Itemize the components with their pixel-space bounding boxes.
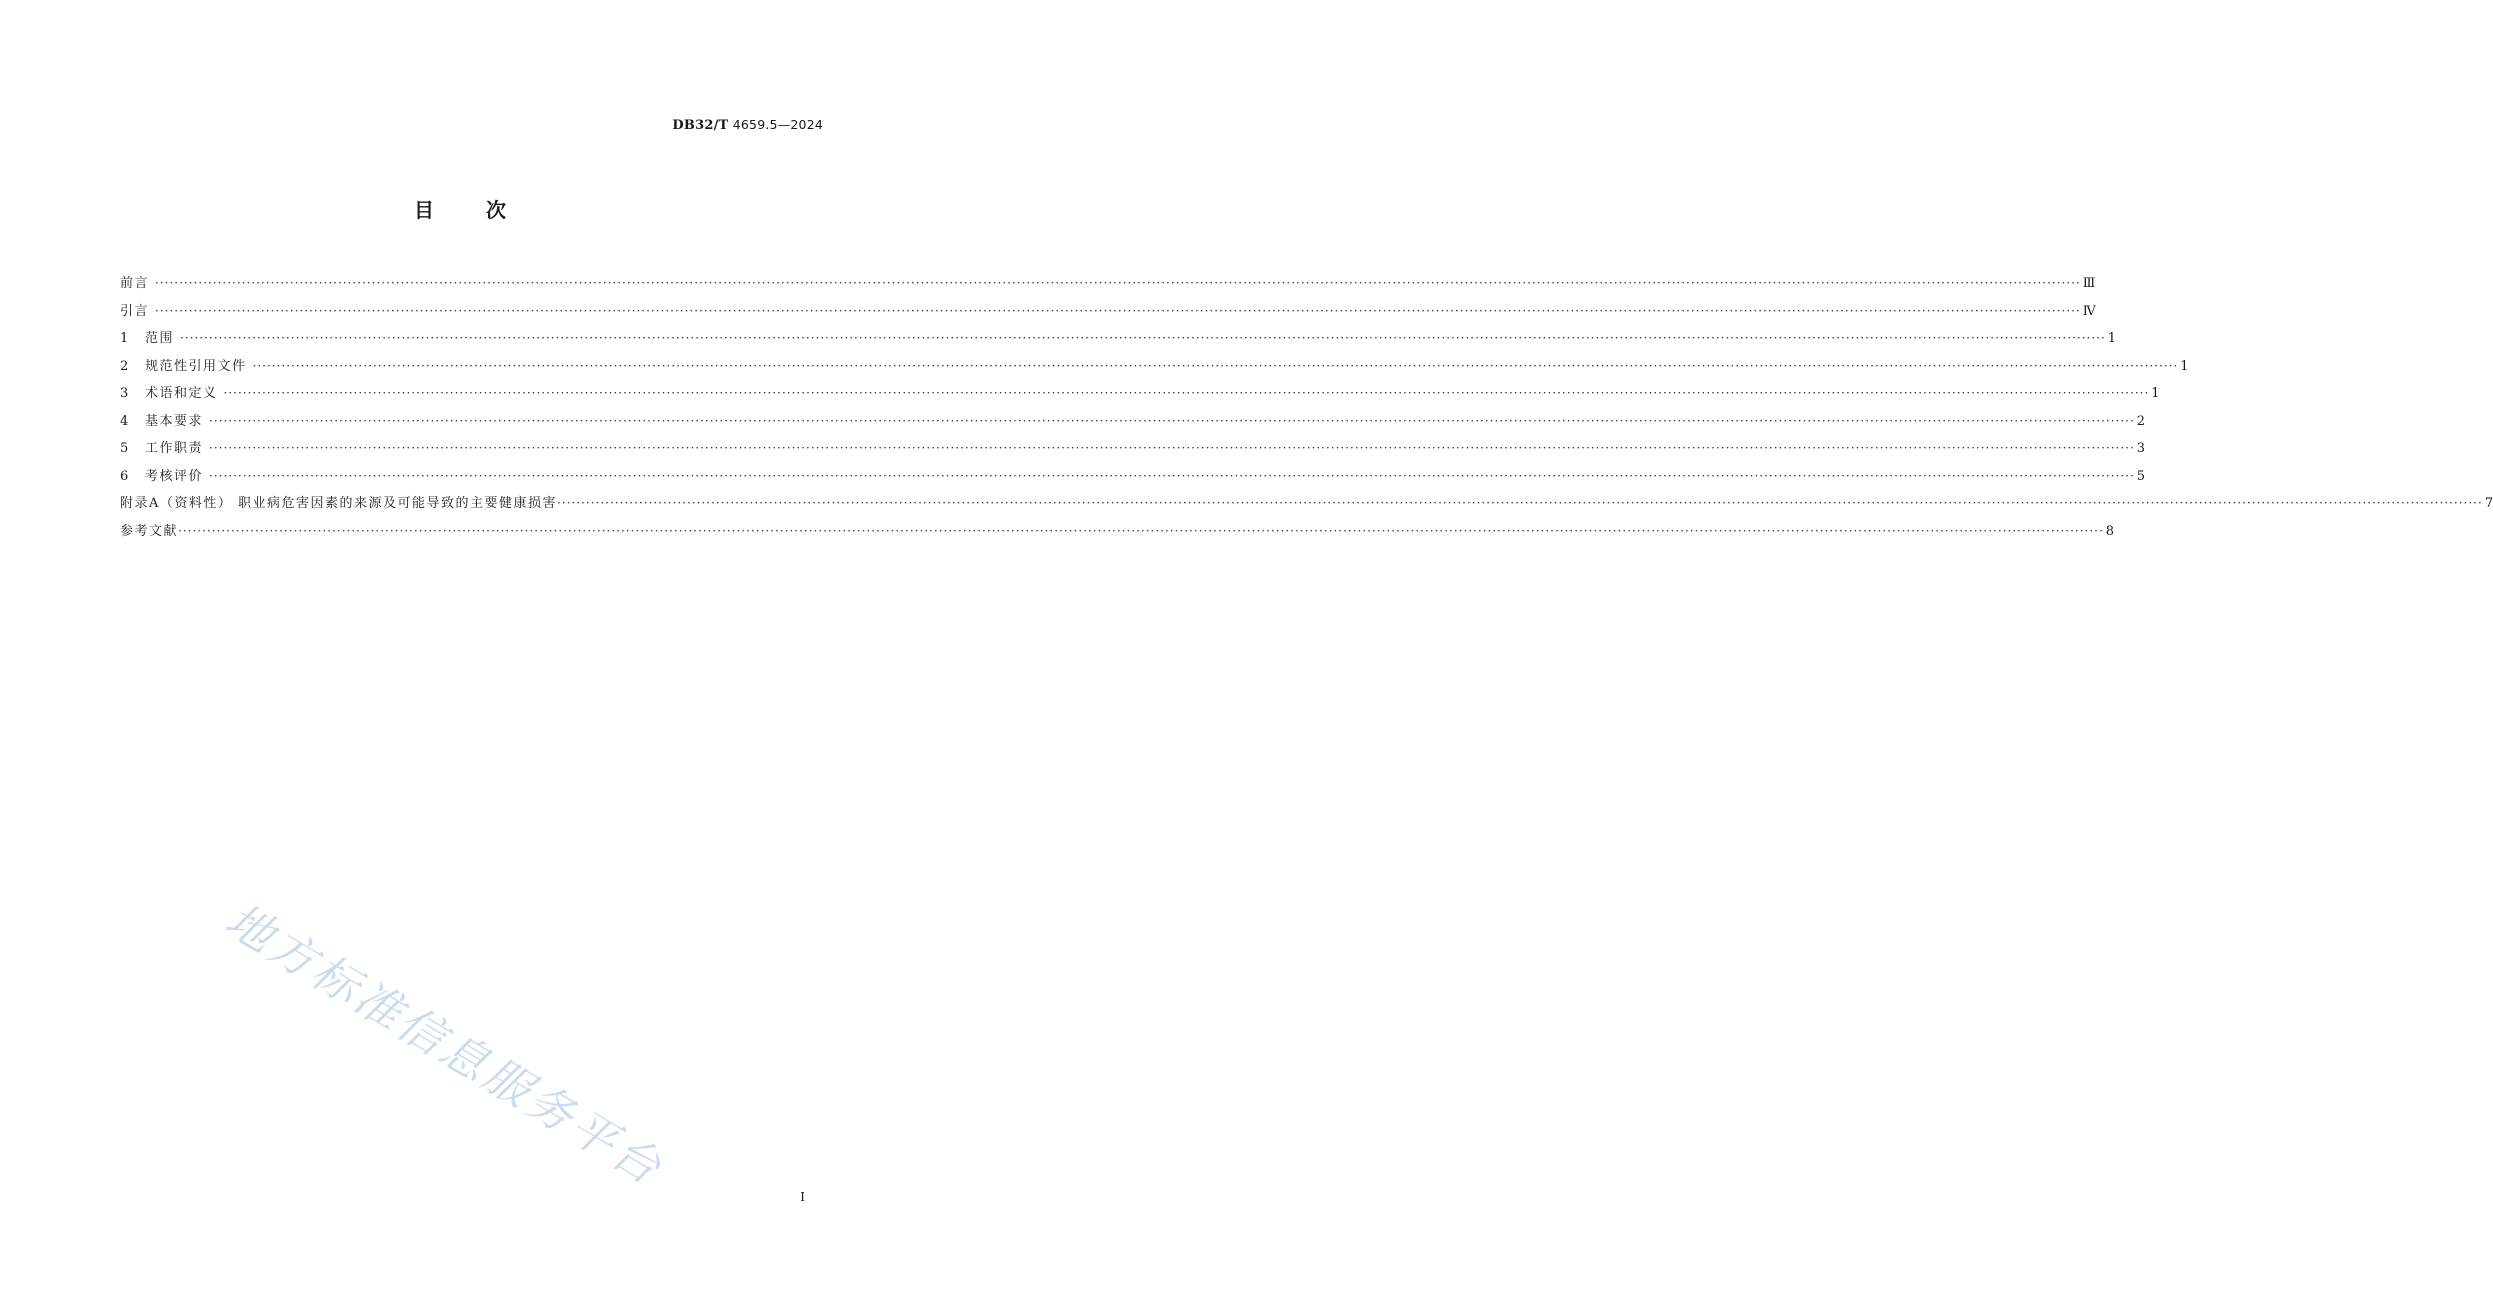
toc-leader-dots: ················································································································································································································································································································································································································ <box>209 413 2135 428</box>
toc-entry-label: 5 工作职责 <box>120 441 204 456</box>
toc-entry-page: 5 <box>2136 468 2146 484</box>
toc-leader-dots: ················································································································································································································································································································································································································ <box>155 303 2081 318</box>
toc-leader-dots: ················································································································································································································································································································································································································ <box>223 386 2150 400</box>
toc-entry-page: 1 <box>2107 331 2117 346</box>
toc-entry-label: 引言 <box>120 303 150 319</box>
toc-entry-introduction[interactable] <box>120 300 2096 328</box>
toc-entry-page: 7 <box>2484 496 2493 511</box>
toc-entry-label: 附录A（资料性） 职业病危害因素的来源及可能导致的主要健康损害 <box>120 496 558 511</box>
toc-leader-dots: ················································································································································································································································································································································································································ <box>209 441 2135 455</box>
watermark-text: 地方标准信息服务平台 <box>216 892 673 1197</box>
toc-leader-dots: ················································································································································································································································································································································································································ <box>209 468 2135 483</box>
toc-leader-dots: ················································································································································································································································································································································································································ <box>557 496 2483 510</box>
toc-title: 目次 <box>414 198 558 222</box>
toc-entry-page: Ⅳ <box>2082 303 2096 319</box>
document-code-number: 4659.5—2024 <box>732 117 823 132</box>
page-number: I <box>800 1190 805 1204</box>
toc-entry-bibliography[interactable] <box>120 520 2115 548</box>
toc-leader-dots: ················································································································································································································································································································································································································ <box>178 523 2104 538</box>
toc-entry-page: 3 <box>2136 441 2146 456</box>
toc-entry-terms-definitions[interactable] <box>120 382 2160 410</box>
toc-entry-label: 2 规范性引用文件 <box>120 358 247 374</box>
toc-entry-label: 3 术语和定义 <box>120 386 218 401</box>
toc-entry-label: 参考文献 <box>120 523 179 539</box>
toc-entry-basic-requirements[interactable] <box>120 410 2146 438</box>
toc-entry-page: Ⅲ <box>2082 276 2096 291</box>
toc-entry-scope[interactable] <box>120 327 2117 355</box>
toc-leader-dots: ················································································································································································································································································································································································································ <box>155 276 2081 290</box>
toc-entry-page: 1 <box>2180 358 2189 374</box>
toc-leader-dots: ················································································································································································································································································································································································································ <box>252 358 2179 373</box>
toc-entry-responsibilities[interactable] <box>120 437 2146 465</box>
toc-entry-evaluation[interactable] <box>120 465 2146 493</box>
table-of-contents <box>120 272 2493 547</box>
toc-leader-dots: ················································································································································································································································································································································································································ <box>180 331 2106 345</box>
toc-entry-foreword[interactable] <box>120 272 2096 300</box>
toc-entry-appendix-a[interactable] <box>120 492 2493 520</box>
document-code <box>672 117 823 133</box>
toc-entry-page: 8 <box>2105 523 2115 539</box>
toc-entry-normative-references[interactable] <box>120 355 2189 383</box>
toc-entry-label: 4 基本要求 <box>120 413 204 429</box>
toc-entry-label: 1 范围 <box>120 331 175 346</box>
toc-entry-page: 2 <box>2136 413 2146 429</box>
toc-entry-label: 前言 <box>120 276 150 291</box>
toc-entry-page: 1 <box>2151 386 2160 401</box>
toc-entry-label: 6 考核评价 <box>120 468 204 484</box>
document-code-prefix: DB32/T <box>672 118 729 133</box>
